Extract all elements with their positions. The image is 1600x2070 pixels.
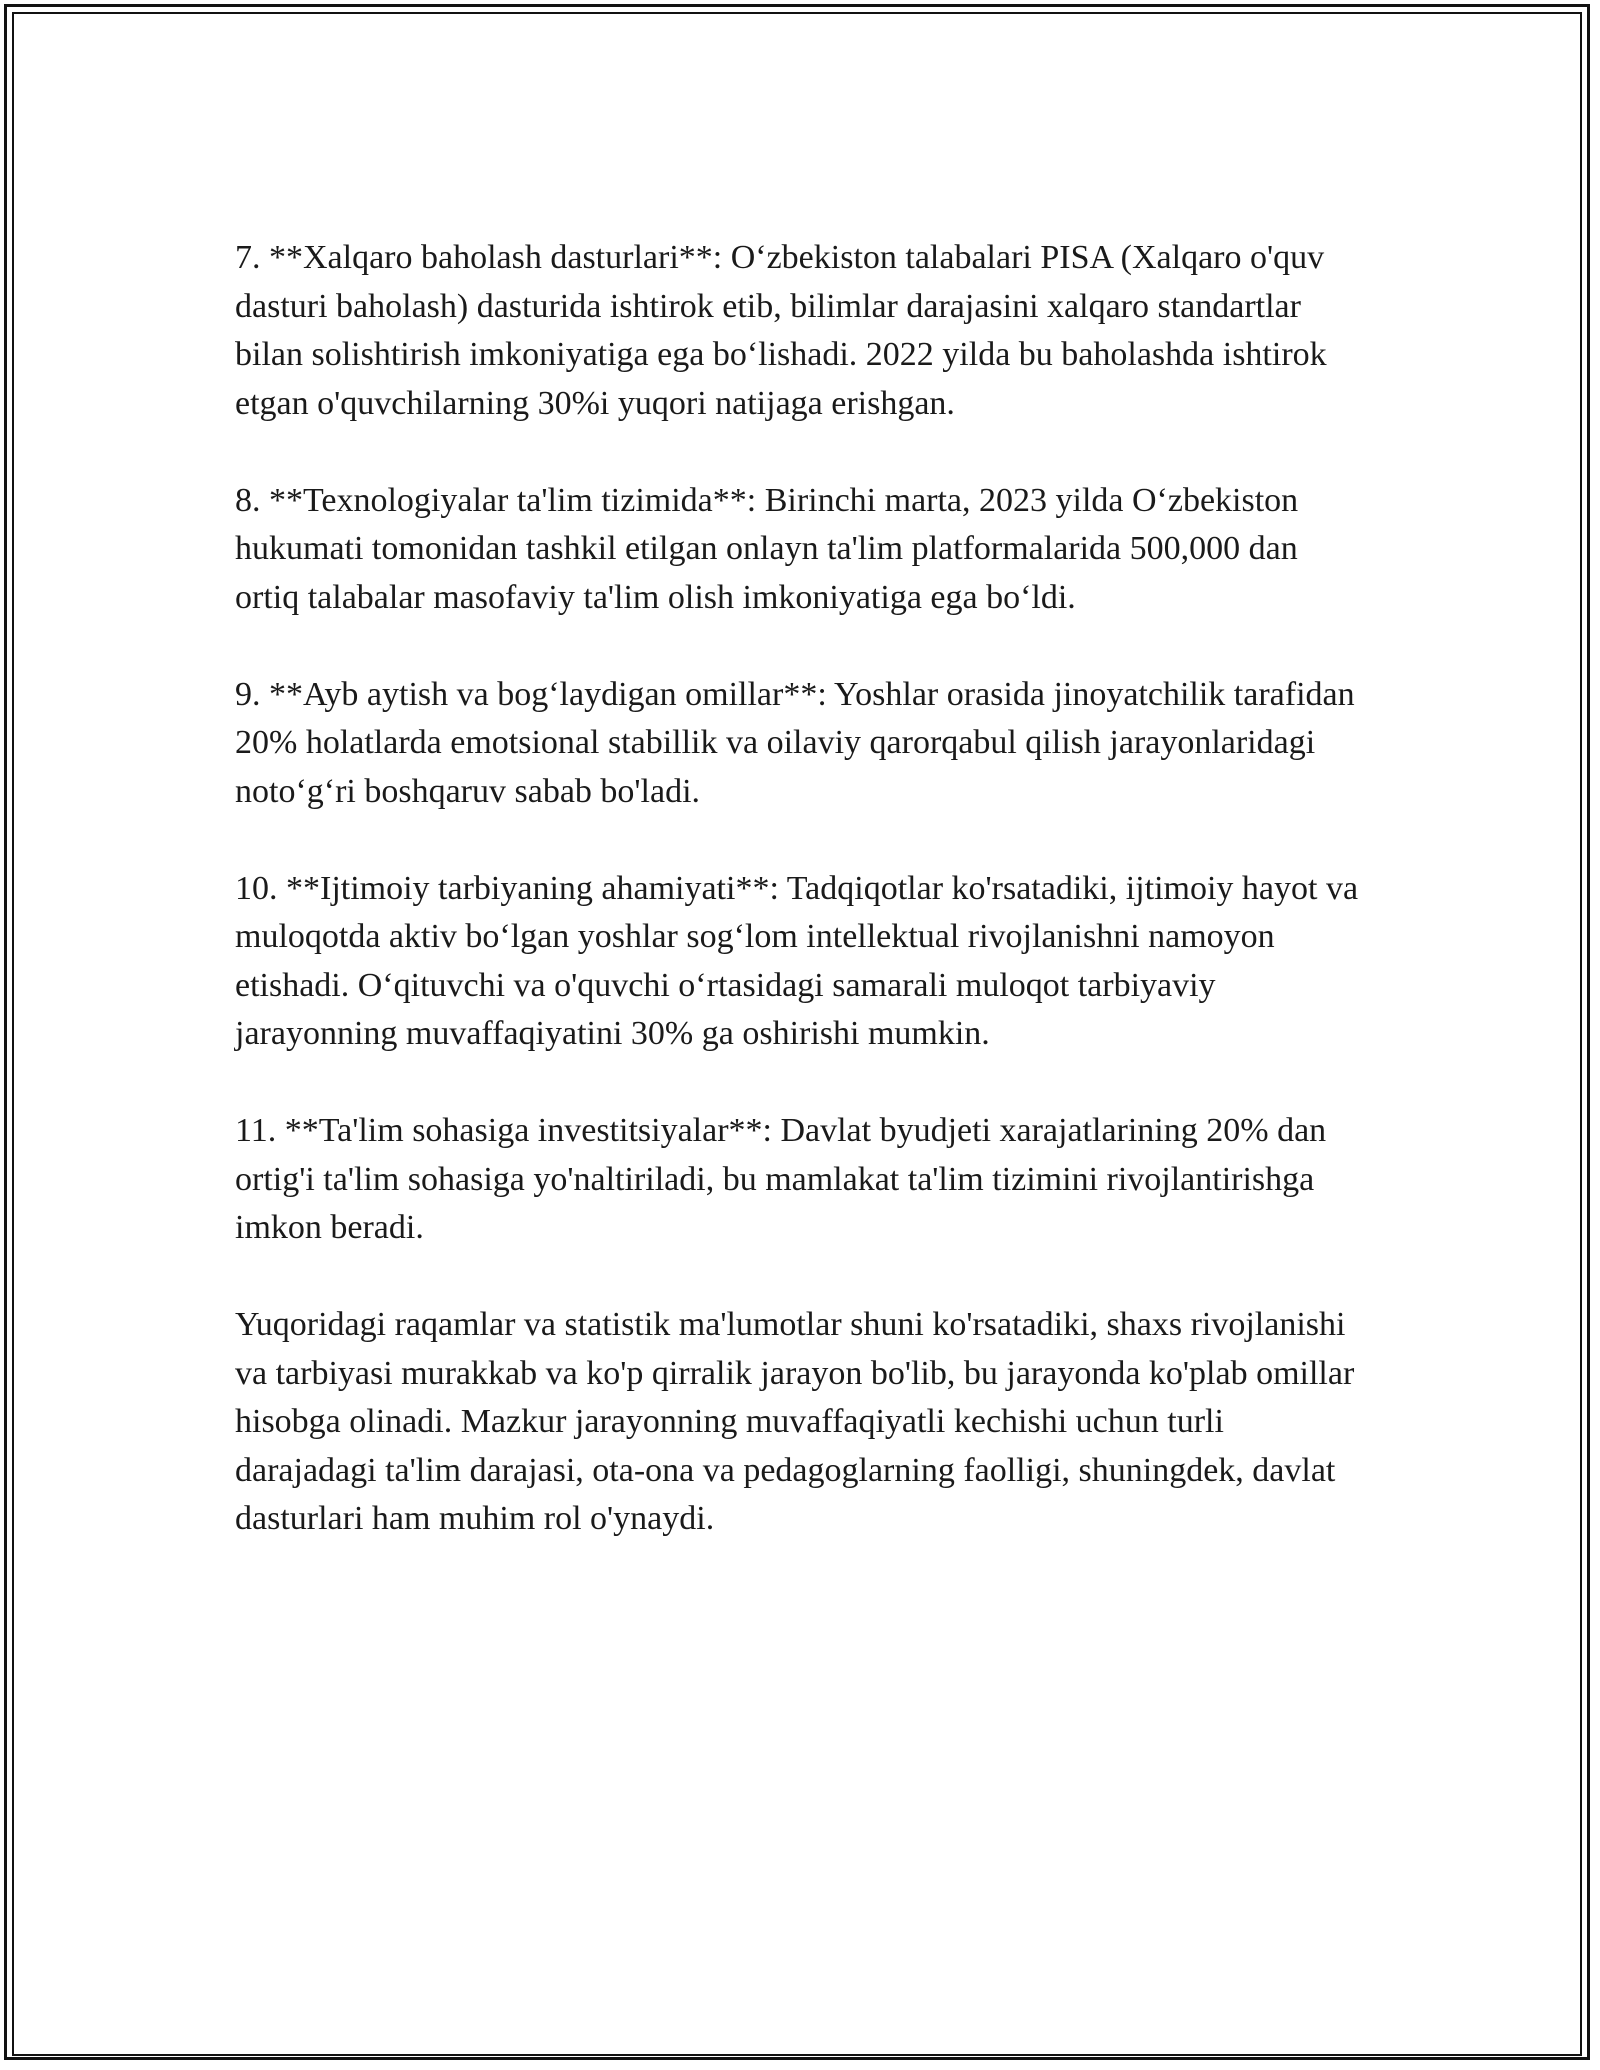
document-body (235, 234, 1365, 1544)
paragraph-item-11: 11. **Ta'lim sohasiga investitsiyalar**: Davlat byudjeti xarajatlarining 20% dan ortig'i ta'lim sohasiga yo'naltiriladi, bu mamlakat ta'lim tizimini rivojlantirishga imkon beradi. (235, 1112, 1327, 1246)
paragraph-item-7: 7. **Xalqaro baholash dasturlari**: O‘zbekiston talabalari PISA (Xalqaro o'quv dasturi baholash) dasturida ishtirok etib, bilimlar darajasini xalqaro standartlar bilan solishtirish imkoniyatiga ega bo‘lishadi. 2022 yilda bu baholashda ishtirok etgan o'quvchilarning 30%i yuqori natijaga erishgan. (235, 239, 1327, 422)
paragraph-item-8: 8. **Texnologiyalar ta'lim tizimida**: Birinchi marta, 2023 yilda O‘zbekiston hukumati tomonidan tashkil etilgan onlayn ta'lim platformalarida 500,000 dan ortiq talabalar masofaviy ta'lim olish imkoniyatiga ega bo‘ldi. (235, 481, 1299, 616)
paragraph-item-9: 9. **Ayb aytish va bog‘laydigan omillar**: Yoshlar orasida jinoyatchilik tarafidan 20% holatlarda emotsional stabillik va oilaviy qarorqabul qilish jarayonlaridagi noto‘g‘ri boshqaruv sabab bo'ladi. (235, 675, 1355, 810)
paragraph-item-10: 10. **Ijtimoiy tarbiyaning ahamiyati**: Tadqiqotlar ko'rsatadiki, ijtimoiy hayot va muloqotda aktiv bo‘lgan yoshlar sog‘lom intellektual rivojlanishni namoyon etishadi. O‘qituvchi va o'quvchi o‘rtasidagi samarali muloqot tarbiyaviy jarayonning muvaffaqiyatini 30% ga oshirishi mumkin. (235, 869, 1359, 1052)
paragraph-conclusion: Yuqoridagi raqamlar va statistik ma'lumotlar shuni ko'rsatadiki, shaxs rivojlanishi va tarbiyasi murakkab va ko'p qirralik jarayon bo'lib, bu jarayonda ko'plab omillar hisobga olinadi. Mazkur jarayonning muvaffaqiyatli kechishi uchun turli darajadagi ta'lim darajasi, ota-ona va pedagoglarning faolligi, shuningdek, davlat dasturlari ham muhim rol o'ynaydi. (235, 1306, 1355, 1537)
